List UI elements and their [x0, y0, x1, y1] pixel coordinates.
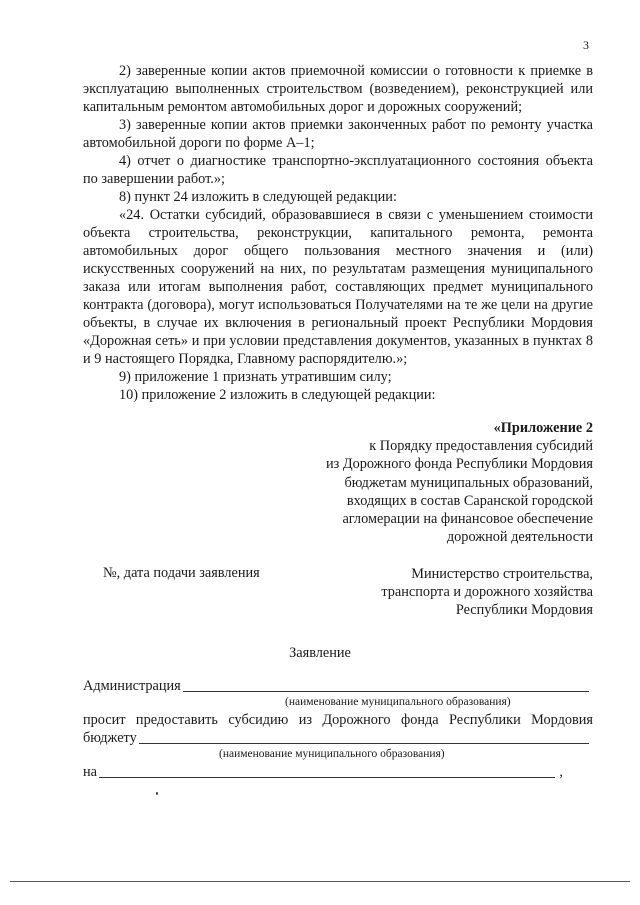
purpose-blank[interactable] [99, 776, 555, 778]
administration-label: Администрация [83, 678, 181, 694]
ministry-line: Министерство строительства, [411, 566, 593, 582]
administration-row [83, 678, 593, 695]
page-number: 3 [583, 38, 589, 52]
ministry-line: транспорта и дорожного хозяйства [381, 584, 593, 600]
statement-title: Заявление [289, 645, 351, 661]
amendment-text [83, 62, 593, 404]
purpose-end: , [559, 764, 563, 780]
application-number-label: №, дата подачи заявления [103, 565, 260, 581]
municipality-hint: (наименование муниципального образования) [285, 696, 511, 708]
appendix-line: бюджетам муниципальных образований, [344, 474, 593, 491]
appendix-line: агломерации на финансовое обеспечение [342, 511, 593, 528]
ministry-addressee [360, 565, 593, 619]
appendix-header [290, 419, 593, 546]
scan-speck [156, 792, 158, 795]
paragraph-item-2: 2) заверенные копии актов приемочной комиссии о готовности к приемке в эксплуатацию выполненных строительством (возведением), реконструкцией или капитальным ремонтом автомобильных дорог и дорожных сооружений; [83, 63, 593, 115]
budget-row [83, 730, 593, 747]
paragraph-item-3: 3) заверенные копии актов приемки законченных работ по ремонту участка автомобильной дороги по форме А–1; [83, 117, 593, 151]
appendix-title: «Приложение 2 [493, 420, 593, 436]
request-text: просит предоставить субсидию из Дорожного фонда Республики Мордовия [83, 712, 593, 728]
paragraph-item-4: 4) отчет о диагностике транспортно-эксплуатационного состояния объекта по завершении работ.»; [83, 153, 593, 187]
paragraph-clause-24: «24. Остатки субсидий, образовавшиеся в связи с уменьшением стоимости объекта строительства, реконструкции, капитального ремонта, ремонта автомобильных дорог общего пользования местного значения и (или) искусственных сооружений на них, по результатам размещения муниципального заказа или итогам выполнения работ, составляющих предмет муниципального контракта (договора), могут использоваться Получателями на те же цели на другие объекты, в случае их включения в региональный проект Республики Мордовия «Дорожная сеть» и при условии представления документов, указанных в пунктах 8 и 9 настоящего Порядка, Главному распорядителю.»; [83, 207, 593, 367]
paragraph-point-9: 9) приложение 1 признать утратившим силу; [119, 369, 392, 385]
administration-blank[interactable] [183, 690, 589, 692]
appendix-line: входящих в состав Саранской городской [346, 492, 593, 509]
bottom-rule [10, 881, 630, 882]
appendix-line: дорожной деятельности [446, 529, 593, 546]
budget-blank[interactable] [139, 742, 589, 744]
paragraph-point-10: 10) приложение 2 изложить в следующей редакции: [119, 387, 436, 403]
appendix-line: из Дорожного фонда Республики Мордовия [325, 456, 593, 473]
appendix-line: к Порядку предоставления субсидий [369, 438, 593, 455]
purpose-label: на [83, 764, 97, 780]
paragraph-point-8: 8) пункт 24 изложить в следующей редакции: [119, 189, 397, 205]
purpose-row [83, 764, 563, 781]
budget-label: бюджету [83, 730, 137, 746]
budget-hint: (наименование муниципального образования) [219, 748, 445, 760]
ministry-line: Республики Мордовия [455, 602, 593, 618]
